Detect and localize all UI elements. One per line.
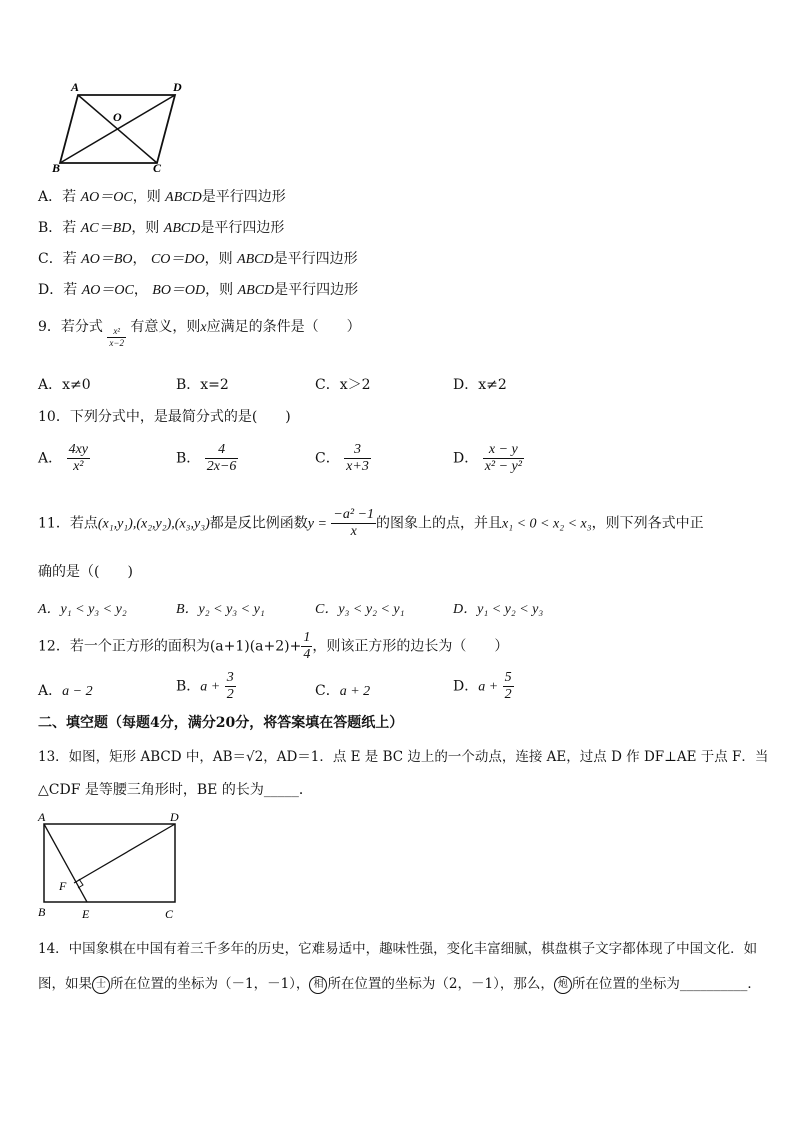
q11-option-a: A．y₁ < y₃ < y₂ — [38, 602, 127, 617]
q10-option-a: A． $\frac{4xy}{\text{x²}}$ — [38, 442, 89, 475]
q13-stem-line1: 13．如图，矩形 ABCD 中，AB＝√2，AD＝1．点 E 是 BC 边上的一个动点，连接 AE，过点 D 作 DF⊥AE 于点 F．当 — [38, 749, 769, 765]
rect-label-b: B — [38, 905, 46, 919]
q12-option-d: D．a + $\frac{5}{2}$ — [453, 670, 512, 703]
rect-label-d: D — [170, 810, 179, 824]
rect-label-f: F — [59, 879, 67, 893]
parallelogram-figure — [40, 78, 190, 178]
q9-fraction: $\frac{\text{x²}}{x-2}$ — [109, 326, 124, 348]
q13-stem-line2: △CDF 是等腰三角形时，BE 的长为_____． — [38, 782, 313, 798]
q10-option-b: B． $\frac{4}{2x-6}$ — [176, 442, 237, 475]
q14-stem-line1: 14．中国象棋在中国有着三千多年的历史，它难易适中，趣味性强，变化丰富细腻，棋盘棋子文字都体现了中国文化．如 — [38, 941, 758, 957]
q8-option-b: B．若 AC＝BD，则 ABCD是平行四边形 — [38, 220, 285, 236]
q10-option-d: D． $\frac{x - y}{\text{x² − y²}}$ — [453, 442, 522, 475]
rect-label-a: A — [38, 810, 46, 824]
q8-option-c: C．若 AO＝BO， CO＝DO，则 ABCD是平行四边形 — [38, 251, 358, 267]
q8-option-a: A．若 AO＝OC，则 ABCD是平行四边形 — [38, 189, 286, 205]
q9-option-a: A．x≠0 — [38, 377, 91, 393]
q11-function-fraction: $\frac{\text{−a² −1}}{x}$ — [333, 507, 375, 540]
chess-piece-xiang-icon: 相 — [309, 976, 327, 994]
chess-piece-shi-icon: 士 — [92, 976, 110, 994]
q10-option-c: C． $\frac{3}{x+3}$ — [315, 442, 369, 475]
center-label-o: O — [113, 110, 122, 124]
q12-fraction: $\frac{1}{4}$ — [303, 630, 311, 663]
q11-option-c: C．y₃ < y₂ < y₁ — [315, 602, 405, 617]
rectangle-figure — [34, 808, 194, 924]
vertex-label-d: D — [173, 80, 182, 94]
q12-option-a: A．a − 2 — [38, 683, 93, 699]
q12-stem: 12．若一个正方形的面积为(a+1)(a+2)+ $\frac{1}{4}$ ，则该正方形的边长为（ ） — [38, 630, 509, 663]
q9-option-d: D．x≠2 — [453, 377, 507, 393]
q11-option-d: D．y₁ < y₂ < y₃ — [453, 602, 544, 617]
q9-option-c: C．x＞2 — [315, 377, 371, 393]
section-title-fill-in: 二、填空题（每题4分，满分20分，将答案填在答题纸上） — [38, 715, 404, 731]
chess-piece-pao-icon: 炮 — [554, 976, 572, 994]
rect-label-c: C — [165, 907, 174, 921]
vertex-label-c: C — [153, 161, 162, 175]
rect-label-e: E — [82, 907, 90, 921]
q14-stem-line2: 图，如果 士 所在位置的坐标为（－1，－1）， 相 所在位置的坐标为（2，－1），那么， 炮 所在位置的坐标为__________． — [38, 976, 761, 992]
q9-stem: 9．若分式 $\frac{\text{x²}}{x-2}$ 有意义，则x应满足的条件是（ ） — [38, 319, 361, 348]
q12-option-c: C．a + 2 — [315, 683, 371, 699]
vertex-label-a: A — [71, 80, 80, 94]
vertex-label-b: B — [52, 161, 61, 175]
q9-option-b: B．x=2 — [176, 377, 229, 393]
q8-option-d: D．若 AO＝OC， BO＝OD，则 ABCD是平行四边形 — [38, 282, 359, 298]
q11-option-b: B．y₂ < y₃ < y₁ — [176, 602, 265, 617]
q10-stem: 10．下列分式中，是最简分式的是( ) — [38, 409, 291, 425]
q11-stem-line1: 11．若点(x₁,y₁),(x₂,y₂),(x₃,y₃)都是反比例函数y = $\frac{\text{−a² −1}}{x}$ 的图象上的点，并且x₁ < 0 < x₂ < x₃，则下列各式中正 — [38, 507, 704, 540]
q12-option-b: B．a + $\frac{3}{2}$ — [176, 670, 234, 703]
q11-stem-line2: 确的是（( ) — [38, 564, 133, 580]
